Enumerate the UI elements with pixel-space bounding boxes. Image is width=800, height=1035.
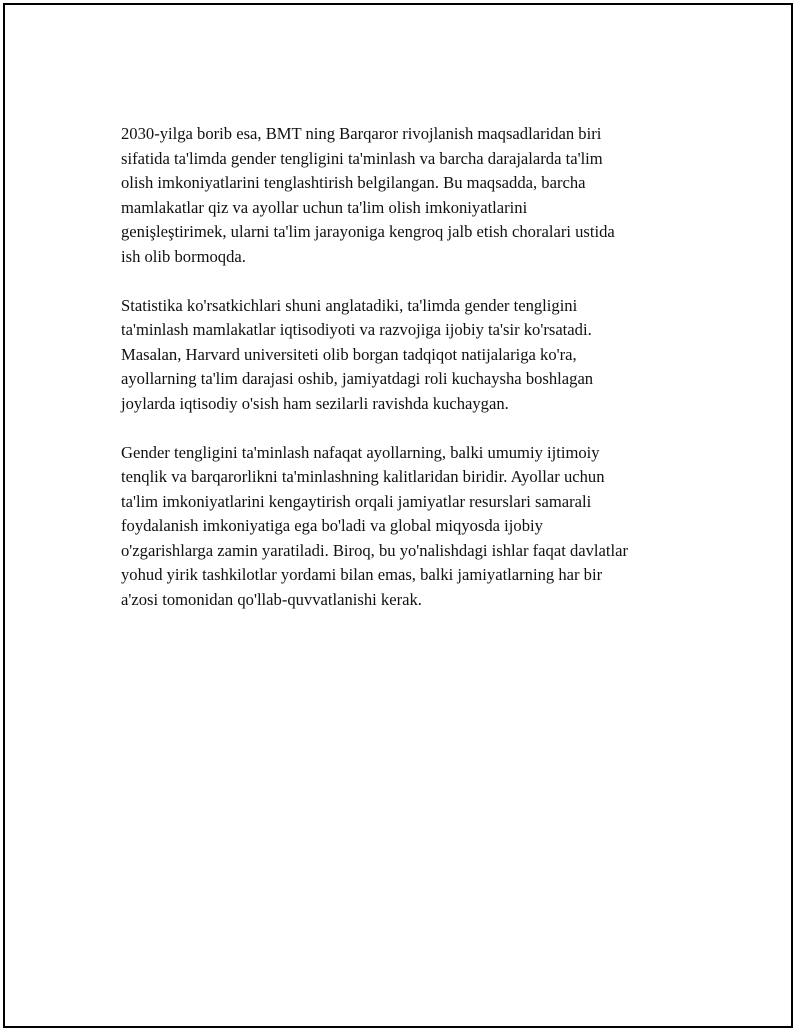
document-body [121,122,687,637]
paragraph-1 [121,122,687,269]
text-line: tenqlik va barqarorlikni ta'minlashning kalitlaridan biridir. Ayollar uchun [121,467,605,486]
document-page [3,3,793,1028]
text-line: 2030-yilga borib esa, BMT ning Barqaror rivojlanish maqsadlaridan biri [121,124,602,143]
text-line: joylarda iqtisodiy o'sish ham sezilarli ravishda kuchaygan. [121,393,509,413]
text-line: foydalanish imkoniyatiga ega bo'ladi va global miqyosda ijobiy [121,516,543,535]
text-line: ta'lim imkoniyatlarini kengaytirish orqali jamiyatlar resurslari samarali [121,491,592,511]
text-line: mamlakatlar qiz va ayollar uchun ta'lim olish imkoniyatlarini [121,197,528,217]
text-line: a'zosi tomonidan qo'llab-quvvatlanishi kerak. [121,589,422,609]
paragraph-2 [121,294,687,417]
text-line: Gender tengligini ta'minlash nafaqat ayollarning, balki umumiy ijtimoiy [121,442,600,462]
paragraph-3 [121,441,687,613]
text-line: Masalan, Harvard universiteti olib borgan tadqiqot natijalariga ko'ra, [121,344,577,364]
text-line: Statistika ko'rsatkichlari shuni anglatadiki, ta'limda gender tengligini [121,295,578,315]
text-line: sifatida ta'limda gender tengligini ta'minlash va barcha darajalarda ta'lim [121,148,603,168]
text-line: yohud yirik tashkilotlar yordami bilan emas, balki jamiyatlarning har bir [121,565,603,584]
text-line: ta'minlash mamlakatlar iqtisodiyoti va razvojiga ijobiy ta'sir ko'rsatadi. [121,320,592,339]
text-line: ish olib bormoqda. [121,246,246,266]
text-line: genişleştirimek, ularni ta'lim jarayoniga kengroq jalb etish choralari ustida [121,222,615,241]
text-line: olish imkoniyatlarini tenglashtirish belgilangan. Bu maqsadda, barcha [121,173,586,192]
text-line: ayollarning ta'lim darajasi oshib, jamiyatdagi roli kuchaysha boshlagan [121,369,594,388]
text-line: o'zgarishlarga zamin yaratiladi. Biroq, bu yo'nalishdagi ishlar faqat davlatlar [121,540,629,560]
